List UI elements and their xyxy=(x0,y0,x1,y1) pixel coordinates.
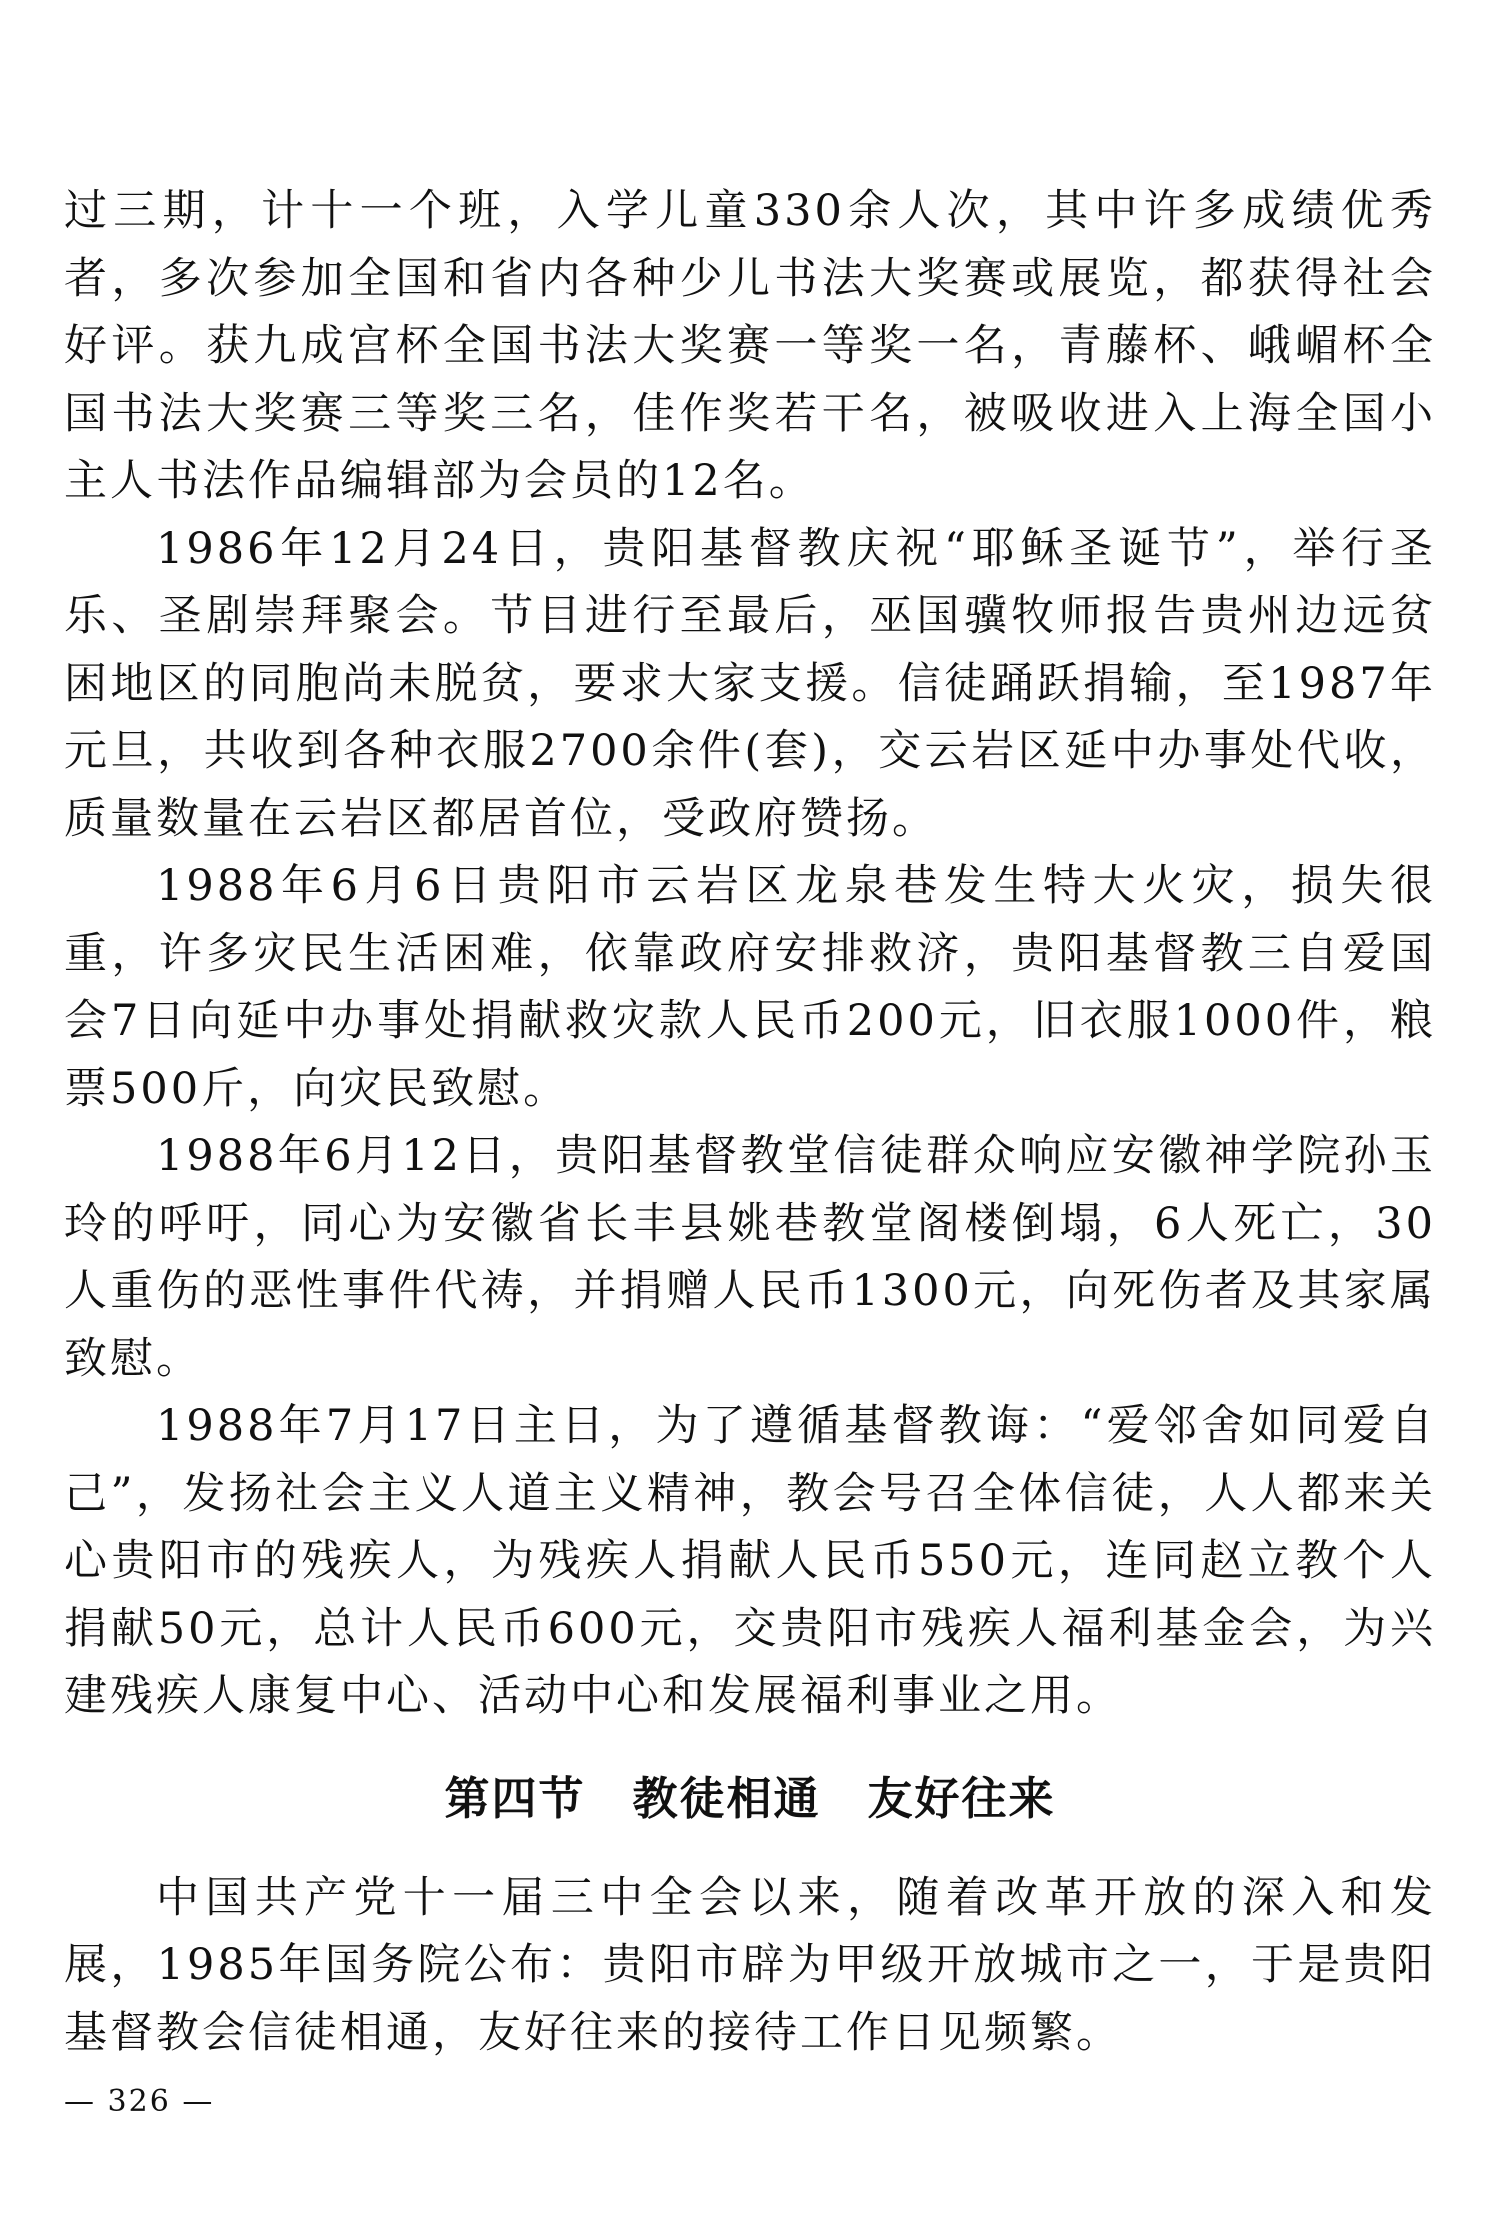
paragraph-opening-up: 中国共产党十一届三中全会以来，随着改革开放的深入和发展，1985年国务院公布：贵阳市辟为甲级开放城市之一，于是贵阳基督教会信徒相通，友好往来的接待工作日见频繁。 xyxy=(64,1872,1436,2058)
section-title: 第四节 教徒相通 友好往来 xyxy=(444,1771,1056,1825)
paragraph-training-class-results: 过三期，计十一个班，入学儿童330余人次，其中许多成绩优秀者，多次参加全国和省内各种少儿书法大奖赛或展览，都获得社会好评。获九成宫杯全国书法大奖赛一等奖一名，青藤杯、峨嵋杯全国书法大奖赛三等奖三名，佳作奖若干名，被吸收进入上海全国小主人书法作品编辑部为会员的12名。 xyxy=(64,186,1436,506)
paragraph-fire-relief-1988: 1988年6月6日贵阳市云岩区龙泉巷发生特大火灾，损失很重，许多灾民生活困难，依靠政府安排救济，贵阳基督教三自爱国会7日向延中办事处捐献救灾款人民币200元，旧衣服1000件，粮票500斤，向灾民致慰。 xyxy=(64,861,1436,1114)
paragraph-disabled-fund-1988: 1988年7月17日主日，为了遵循基督教诲：“爱邻舍如同爱自己”，发扬社会主义人道主义精神，教会号召全体信徒，人人都来关心贵阳市的残疾人，为残疾人捐献人民币550元，连同赵立教个人捐献50元，总计人民币600元，交贵阳市残疾人福利基金会，为兴建残疾人康复中心、活动中心和发展福利事业之用。 xyxy=(64,1401,1436,1721)
paragraph-christmas-1986: 1986年12月24日，贵阳基督教庆祝“耶稣圣诞节”，举行圣乐、圣剧崇拜聚会。节目进行至最后，巫国骥牧师报告贵州边远贫困地区的同胞尚未脱贫，要求大家支援。信徒踊跃捐输，至1987年元旦，共收到各种衣服2700余件(套)，交云岩区延中办事处代收，质量数量在云岩区都居首位，受政府赞扬。 xyxy=(64,523,1436,844)
paragraph-anhui-donation-1988: 1988年6月12日，贵阳基督教堂信徒群众响应安徽神学院孙玉玲的呼吁，同心为安徽省长丰县姚巷教堂阁楼倒塌，6人死亡，30人重伤的恶性事件代祷，并捐赠人民币1300元，向死伤者及其家属致慰。 xyxy=(64,1131,1436,1384)
document-page xyxy=(64,178,1436,2067)
page-number: — 326 — xyxy=(64,2084,215,2119)
